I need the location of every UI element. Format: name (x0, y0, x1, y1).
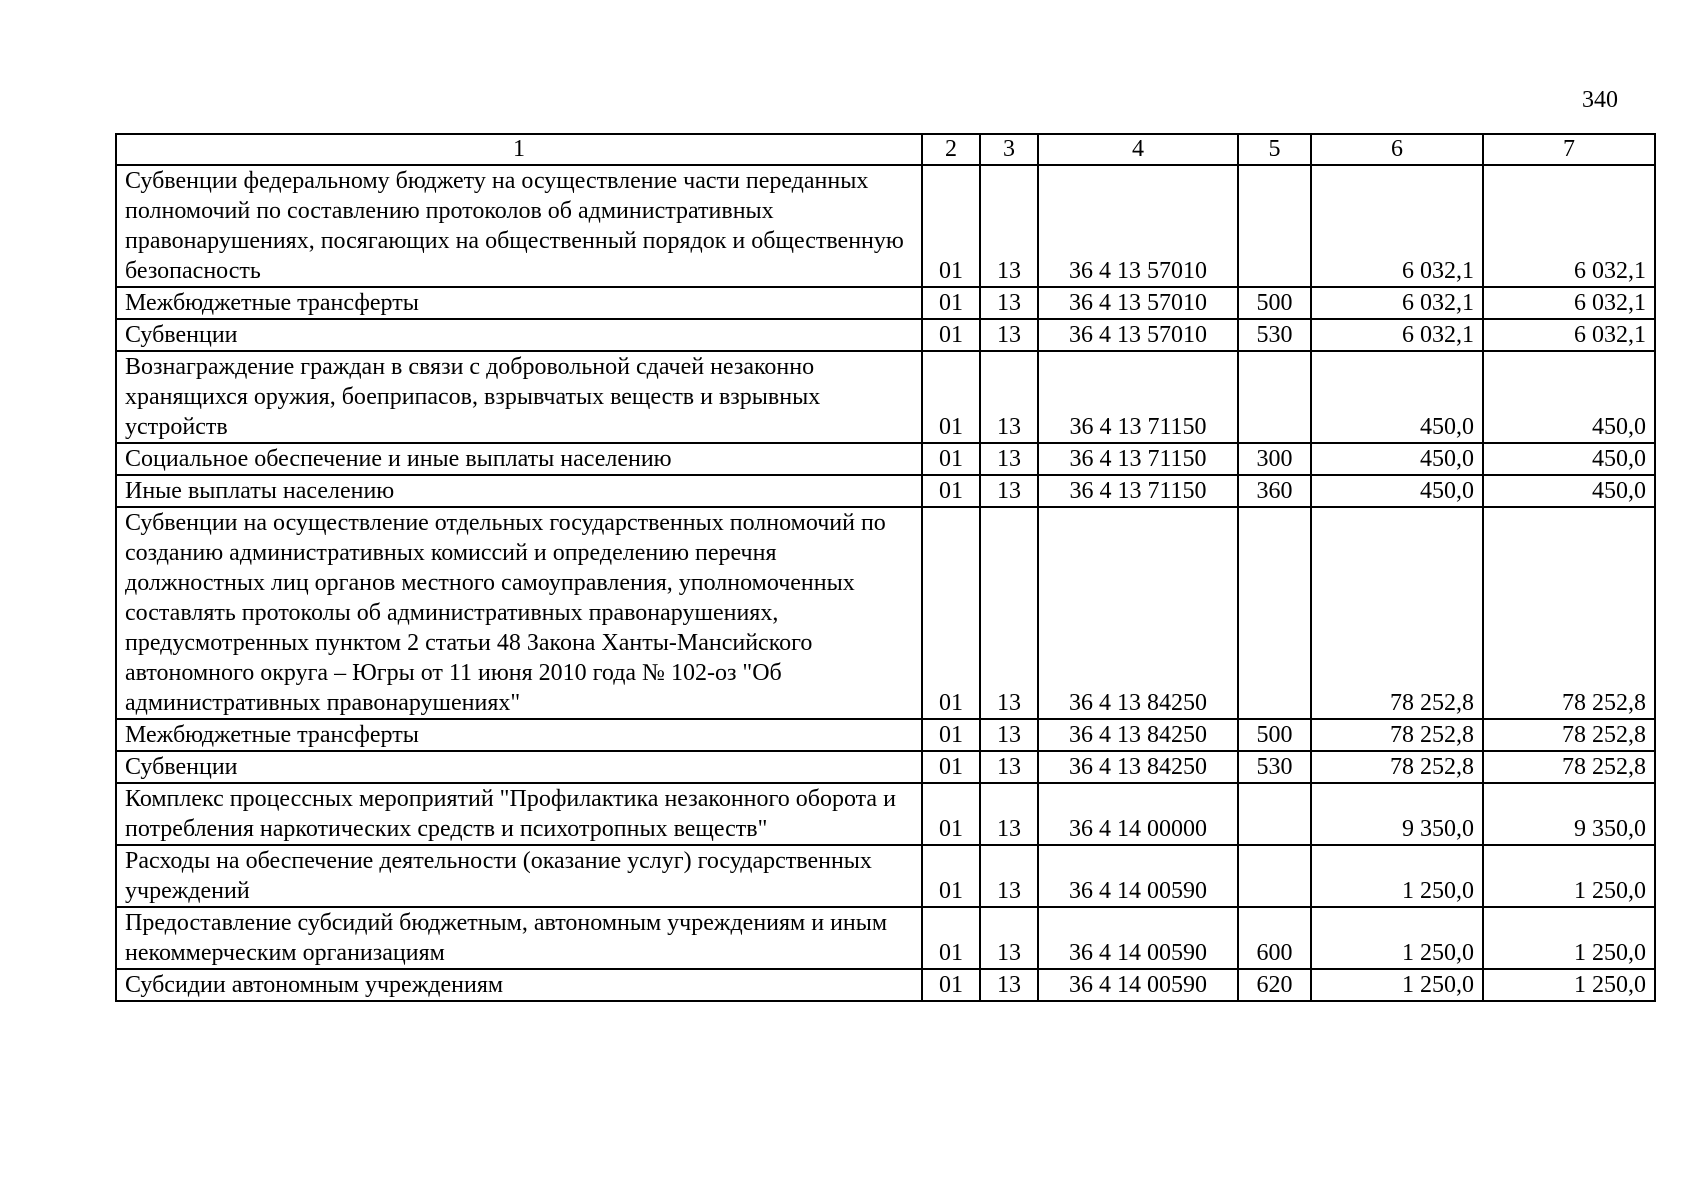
section-code: 01 (922, 783, 980, 845)
section-code: 01 (922, 507, 980, 719)
header-row (116, 134, 1655, 165)
expense-type-code: 530 (1238, 319, 1311, 351)
target-article-code: 36 4 14 00000 (1038, 783, 1238, 845)
section-code: 01 (922, 907, 980, 969)
expense-type-code: 300 (1238, 443, 1311, 475)
subsection-code: 13 (980, 751, 1038, 783)
expense-type-code (1238, 507, 1311, 719)
subsection-code: 13 (980, 845, 1038, 907)
subsection-code: 13 (980, 443, 1038, 475)
target-article-code: 36 4 13 71150 (1038, 475, 1238, 507)
section-code: 01 (922, 319, 980, 351)
amount-year-1: 450,0 (1311, 475, 1483, 507)
table-row (116, 443, 1655, 475)
target-article-code: 36 4 13 57010 (1038, 319, 1238, 351)
subsection-code: 13 (980, 907, 1038, 969)
amount-year-2: 78 252,8 (1483, 719, 1655, 751)
table-row (116, 969, 1655, 1001)
amount-year-1: 1 250,0 (1311, 907, 1483, 969)
expense-type-code (1238, 165, 1311, 287)
target-article-code: 36 4 13 84250 (1038, 751, 1238, 783)
section-code: 01 (922, 719, 980, 751)
target-article-code: 36 4 13 84250 (1038, 507, 1238, 719)
table-body (116, 165, 1655, 1001)
amount-year-2: 450,0 (1483, 475, 1655, 507)
expense-type-code: 600 (1238, 907, 1311, 969)
expense-type-code: 500 (1238, 287, 1311, 319)
expense-name: Предоставление субсидий бюджетным, автономным учреждениям и иным некоммерческим организациям (116, 907, 922, 969)
subsection-code: 13 (980, 351, 1038, 443)
amount-year-1: 6 032,1 (1311, 165, 1483, 287)
section-code: 01 (922, 351, 980, 443)
amount-year-2: 6 032,1 (1483, 287, 1655, 319)
expense-name: Субвенции на осуществление отдельных государственных полномочий по созданию административных комиссий и определению перечня должностных лиц органов местного самоуправления, уполномоченных составлять протоколы об административных правонарушениях, предусмотренных пунктом 2 статьи 48 Закона Ханты-Мансийского автономного округа – Югры от 11 июня 2010 года № 102-оз "Об административных правонарушениях" (116, 507, 922, 719)
table-row (116, 319, 1655, 351)
column-header: 5 (1238, 134, 1311, 165)
subsection-code: 13 (980, 319, 1038, 351)
table-row (116, 507, 1655, 719)
table-row (116, 351, 1655, 443)
budget-table (115, 133, 1656, 1002)
column-header: 2 (922, 134, 980, 165)
amount-year-2: 1 250,0 (1483, 907, 1655, 969)
amount-year-2: 450,0 (1483, 351, 1655, 443)
subsection-code: 13 (980, 969, 1038, 1001)
amount-year-1: 6 032,1 (1311, 287, 1483, 319)
expense-name: Расходы на обеспечение деятельности (оказание услуг) государственных учреждений (116, 845, 922, 907)
expense-name: Социальное обеспечение и иные выплаты населению (116, 443, 922, 475)
expense-type-code: 530 (1238, 751, 1311, 783)
amount-year-2: 78 252,8 (1483, 507, 1655, 719)
amount-year-1: 450,0 (1311, 351, 1483, 443)
table-row (116, 287, 1655, 319)
amount-year-1: 9 350,0 (1311, 783, 1483, 845)
expense-name: Межбюджетные трансферты (116, 287, 922, 319)
amount-year-1: 6 032,1 (1311, 319, 1483, 351)
table-row (116, 783, 1655, 845)
expense-type-code (1238, 351, 1311, 443)
amount-year-1: 450,0 (1311, 443, 1483, 475)
table-row (116, 719, 1655, 751)
amount-year-2: 6 032,1 (1483, 319, 1655, 351)
subsection-code: 13 (980, 287, 1038, 319)
section-code: 01 (922, 443, 980, 475)
section-code: 01 (922, 165, 980, 287)
amount-year-2: 1 250,0 (1483, 969, 1655, 1001)
expense-name: Субсидии автономным учреждениям (116, 969, 922, 1001)
target-article-code: 36 4 13 84250 (1038, 719, 1238, 751)
expense-name: Субвенции федеральному бюджету на осуществление части переданных полномочий по составлению протоколов об административных правонарушениях, посягающих на общественный порядок и общественную безопасность (116, 165, 922, 287)
amount-year-1: 78 252,8 (1311, 507, 1483, 719)
target-article-code: 36 4 14 00590 (1038, 907, 1238, 969)
amount-year-2: 1 250,0 (1483, 845, 1655, 907)
expense-name: Комплекс процессных мероприятий "Профилактика незаконного оборота и потребления наркотических средств и психотропных веществ" (116, 783, 922, 845)
target-article-code: 36 4 13 71150 (1038, 443, 1238, 475)
subsection-code: 13 (980, 475, 1038, 507)
target-article-code: 36 4 13 57010 (1038, 287, 1238, 319)
target-article-code: 36 4 14 00590 (1038, 969, 1238, 1001)
target-article-code: 36 4 14 00590 (1038, 845, 1238, 907)
expense-type-code (1238, 845, 1311, 907)
expense-type-code: 500 (1238, 719, 1311, 751)
column-header: 1 (116, 134, 922, 165)
column-header: 4 (1038, 134, 1238, 165)
section-code: 01 (922, 969, 980, 1001)
table-row (116, 907, 1655, 969)
amount-year-1: 1 250,0 (1311, 845, 1483, 907)
expense-name: Межбюджетные трансферты (116, 719, 922, 751)
expense-type-code: 620 (1238, 969, 1311, 1001)
expense-name: Вознаграждение граждан в связи с добровольной сдачей незаконно хранящихся оружия, боеприпасов, взрывчатых веществ и взрывных устройств (116, 351, 922, 443)
table-row (116, 475, 1655, 507)
subsection-code: 13 (980, 165, 1038, 287)
expense-name: Субвенции (116, 319, 922, 351)
table-row (116, 845, 1655, 907)
section-code: 01 (922, 845, 980, 907)
subsection-code: 13 (980, 719, 1038, 751)
section-code: 01 (922, 287, 980, 319)
expense-type-code: 360 (1238, 475, 1311, 507)
page-number: 340 (1582, 87, 1618, 113)
subsection-code: 13 (980, 783, 1038, 845)
amount-year-1: 78 252,8 (1311, 751, 1483, 783)
subsection-code: 13 (980, 507, 1038, 719)
section-code: 01 (922, 475, 980, 507)
expense-type-code (1238, 783, 1311, 845)
section-code: 01 (922, 751, 980, 783)
amount-year-1: 1 250,0 (1311, 969, 1483, 1001)
amount-year-2: 450,0 (1483, 443, 1655, 475)
column-header: 3 (980, 134, 1038, 165)
target-article-code: 36 4 13 57010 (1038, 165, 1238, 287)
amount-year-1: 78 252,8 (1311, 719, 1483, 751)
table-row (116, 165, 1655, 287)
amount-year-2: 78 252,8 (1483, 751, 1655, 783)
column-header: 7 (1483, 134, 1655, 165)
table-row (116, 751, 1655, 783)
expense-name: Субвенции (116, 751, 922, 783)
amount-year-2: 6 032,1 (1483, 165, 1655, 287)
target-article-code: 36 4 13 71150 (1038, 351, 1238, 443)
amount-year-2: 9 350,0 (1483, 783, 1655, 845)
column-header: 6 (1311, 134, 1483, 165)
expense-name: Иные выплаты населению (116, 475, 922, 507)
